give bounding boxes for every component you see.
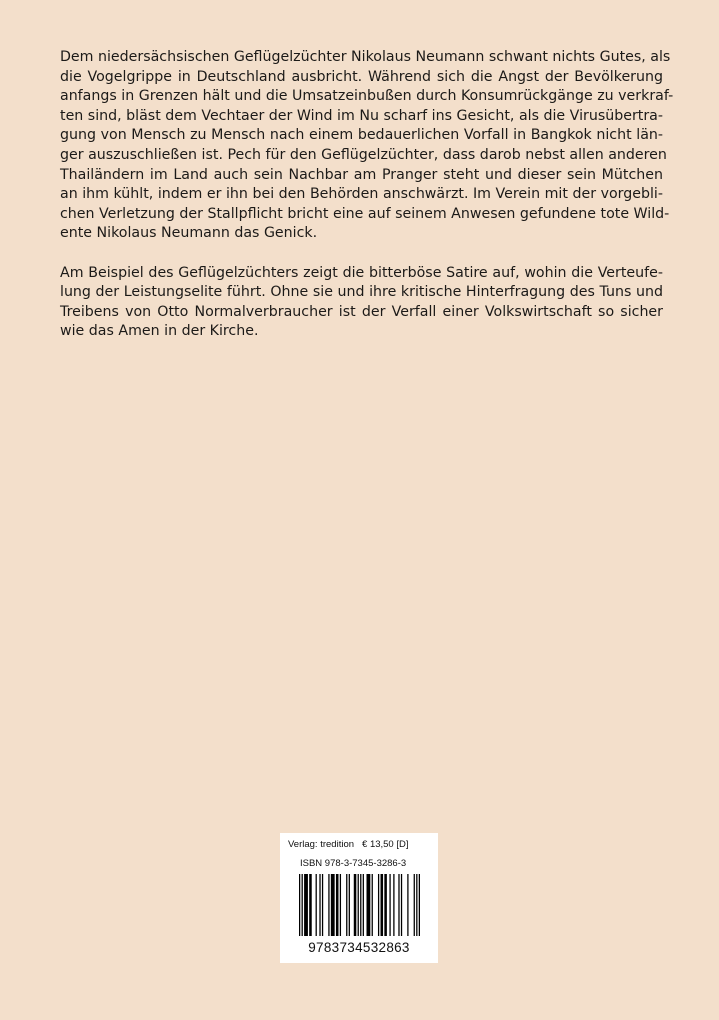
barcode-bar bbox=[299, 874, 300, 936]
blurb-line: ten sind, bläst dem Vechtaer der Wind im Nu scharf ins Gesicht, als die Virusübertra- bbox=[60, 107, 663, 124]
barcode-bar bbox=[367, 874, 371, 936]
barcode-bar bbox=[401, 874, 402, 936]
barcode-bar bbox=[372, 874, 373, 936]
isbn-text: ISBN 978-3-7345-3286-3 bbox=[300, 858, 407, 869]
barcode-bar bbox=[384, 874, 387, 936]
publisher-text: Verlag: tredition bbox=[288, 839, 355, 850]
barcode-bar bbox=[381, 874, 384, 936]
blurb-line: gung von Mensch zu Mensch nach einem bedauerlichen Vorfall in Bangkok nicht län- bbox=[60, 127, 663, 144]
barcode-bars bbox=[299, 874, 420, 936]
ean-number: 9783734532863 bbox=[308, 940, 410, 955]
barcode-bar bbox=[407, 874, 408, 936]
blurb-line: Dem niedersächsischen Geflügelzüchter Nikolaus Neumann schwant nichts Gutes, als bbox=[60, 49, 671, 65]
barcode-bar bbox=[414, 874, 415, 936]
isbn-barcode-label bbox=[280, 833, 438, 963]
barcode-bar bbox=[304, 874, 308, 936]
blurb-line: die Vogelgrippe in Deutschland ausbricht. Während sich die Angst der Bevölkerung bbox=[60, 68, 663, 85]
barcode-bar bbox=[363, 874, 364, 936]
blurb-line: chen Verletzung der Stallpflicht bricht eine auf seinem Anwesen gefundene tote Wild- bbox=[60, 205, 670, 222]
barcode-bar bbox=[316, 874, 317, 936]
barcode-bar bbox=[389, 874, 390, 936]
barcode-bar bbox=[358, 874, 359, 936]
barcode-bar bbox=[393, 874, 394, 936]
barcode-bar bbox=[319, 874, 320, 936]
paragraph-gap bbox=[60, 244, 663, 264]
blurb-line: an ihm kühlt, indem er ihn bei den Behörden anschwärzt. Im Verein mit der vorgebli- bbox=[60, 186, 663, 203]
blurb-line: Treibens von Otto Normalverbraucher ist der Verfall einer Volkswirtschaft so sicher bbox=[60, 303, 663, 320]
blurb-line: ger auszuschließen ist. Pech für den Geflügelzüchter, dass darob nebst allen anderen bbox=[60, 146, 667, 163]
barcode-bar bbox=[346, 874, 347, 936]
back-cover-blurb bbox=[60, 48, 674, 342]
blurb-line: lung der Leistungselite führt. Ohne sie und ihre kritische Hinterfragung des Tuns und bbox=[60, 284, 663, 301]
barcode-bar bbox=[360, 874, 361, 936]
barcode-bar bbox=[336, 874, 339, 936]
blurb-line: wie das Amen in der Kirche. bbox=[60, 323, 259, 340]
barcode-bar bbox=[416, 874, 417, 936]
barcode-bar bbox=[322, 874, 323, 936]
blurb-line: ente Nikolaus Neumann das Genick. bbox=[60, 225, 318, 242]
barcode-bar bbox=[302, 874, 303, 936]
barcode-bar bbox=[331, 874, 335, 936]
barcode-bar bbox=[309, 874, 312, 936]
barcode-bar bbox=[419, 874, 420, 936]
blurb-line: Am Beispiel des Geflügelzüchters zeigt die bitterböse Satire auf, wohin die Verteufe- bbox=[60, 264, 663, 281]
blurb-line: Thailändern im Land auch sein Nachbar am Pranger steht und dieser sein Mütchen bbox=[60, 166, 663, 183]
barcode-bar bbox=[349, 874, 350, 936]
barcode-bar bbox=[328, 874, 329, 936]
barcode-bar bbox=[398, 874, 399, 936]
blurb-line: anfangs in Grenzen hält und die Umsatzeinbußen durch Konsumrückgänge zu verkraf- bbox=[60, 88, 674, 105]
publisher-price-row bbox=[288, 839, 430, 851]
barcode-bar bbox=[354, 874, 357, 936]
barcode-bar bbox=[378, 874, 379, 936]
barcode-bar bbox=[340, 874, 341, 936]
blurb-paragraph-2 bbox=[60, 264, 663, 342]
price-text: € 13,50 [D] bbox=[362, 839, 409, 850]
blurb-paragraph-1 bbox=[60, 48, 674, 244]
